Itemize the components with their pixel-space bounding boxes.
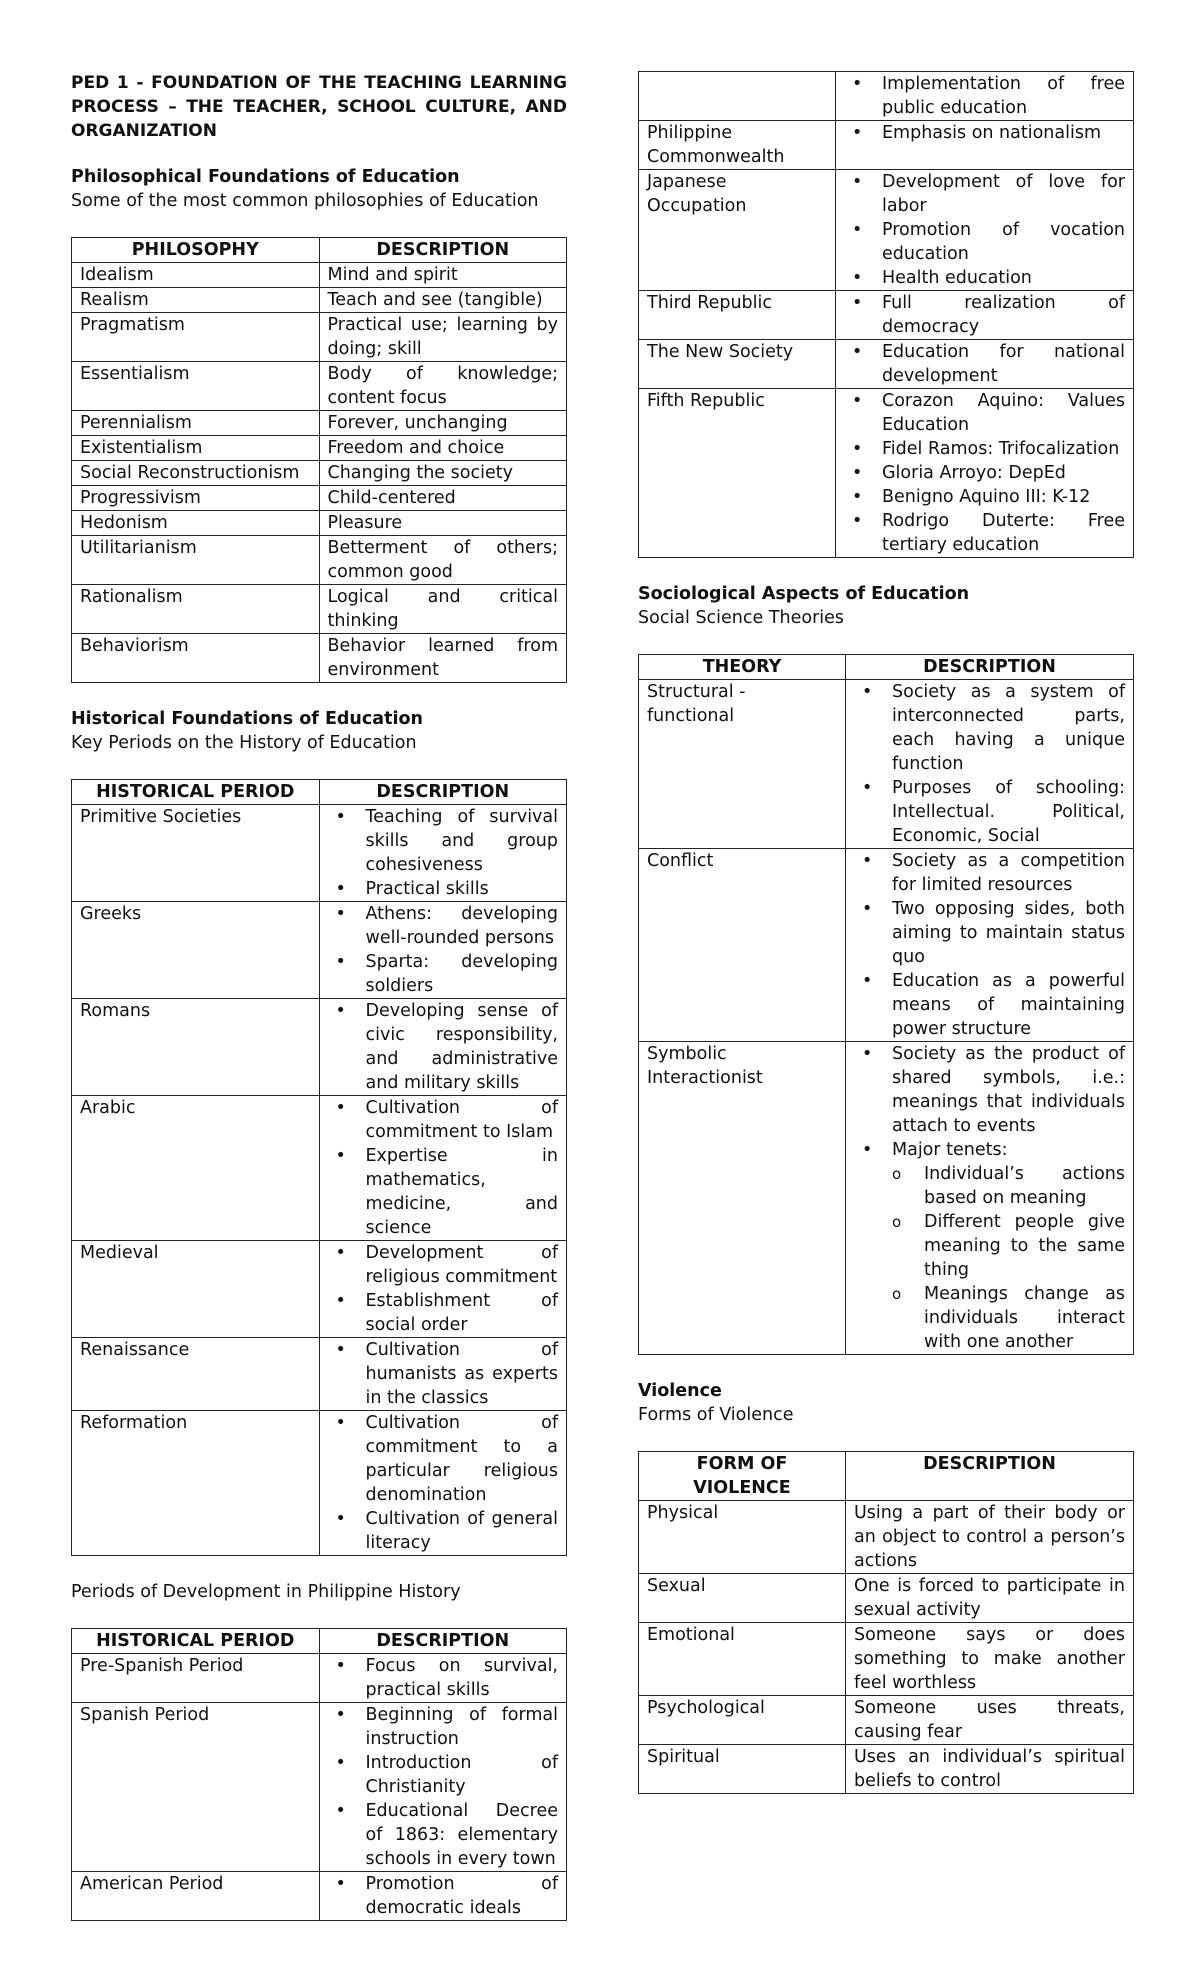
row-label: Reformation — [72, 1411, 320, 1556]
row-label: Behaviorism — [72, 634, 320, 683]
bullet-list — [844, 170, 1125, 290]
table-row — [72, 1654, 567, 1703]
row-label: Arabic — [72, 1096, 320, 1241]
row-label: Progressivism — [72, 486, 320, 511]
list-item: • Focus on survival, practical skills — [366, 1654, 559, 1702]
table-header: FORM OF VIOLENCE — [639, 1452, 846, 1501]
table-row — [639, 1574, 1134, 1623]
list-item: • Development of love for labor — [882, 170, 1125, 218]
table-header: DESCRIPTION — [319, 780, 567, 805]
row-description — [836, 291, 1134, 340]
row-description — [836, 121, 1134, 170]
table-row — [639, 1745, 1134, 1794]
sub-list-item: o Different people give meaning to the same thing — [924, 1210, 1125, 1282]
row-label: American Period — [72, 1872, 320, 1921]
row-label: Greeks — [72, 902, 320, 999]
table-row — [72, 1338, 567, 1411]
row-description — [319, 1241, 567, 1338]
row-label: Pre-Spanish Period — [72, 1654, 320, 1703]
historical-subheading: Key Periods on the History of Education — [71, 733, 417, 753]
table-row — [72, 634, 567, 683]
sociological-heading: Sociological Aspects of Education — [638, 584, 970, 604]
row-label: Perennialism — [72, 411, 320, 436]
list-item: • Rodrigo Duterte: Free tertiary education — [882, 509, 1125, 557]
bullet-list — [328, 1338, 559, 1410]
list-item: • Fidel Ramos: Trifocalization — [882, 437, 1125, 461]
row-label: Sexual — [639, 1574, 846, 1623]
row-description — [836, 72, 1134, 121]
list-item: • Cultivation of commitment to a particular religious denomination — [366, 1411, 559, 1507]
left-column — [71, 71, 567, 1921]
list-item: • Expertise in mathematics, medicine, and science — [366, 1144, 559, 1240]
table-header: HISTORICAL PERIOD — [72, 1629, 320, 1654]
table-row — [639, 1501, 1134, 1574]
bullet-list — [328, 1872, 559, 1920]
sub-list — [854, 1162, 1125, 1354]
row-description: Forever, unchanging — [319, 411, 567, 436]
historical-table — [71, 779, 567, 1556]
table-row — [639, 1042, 1134, 1355]
table-row — [72, 1411, 567, 1556]
sociological-subheading: Social Science Theories — [638, 608, 845, 628]
bullet-list — [328, 805, 559, 901]
table-row — [72, 288, 567, 313]
row-description: Freedom and choice — [319, 436, 567, 461]
violence-table — [638, 1451, 1134, 1794]
table-row — [639, 170, 1134, 291]
list-item: • Gloria Arroyo: DepEd — [882, 461, 1125, 485]
list-item: • Cultivation of general literacy — [366, 1507, 559, 1555]
bullet-list — [328, 1654, 559, 1702]
list-item: • Purposes of schooling: Intellectual. Political, Economic, Social — [892, 776, 1125, 848]
table-header: THEORY — [639, 655, 846, 680]
row-description — [846, 849, 1134, 1042]
row-label: Social Reconstructionism — [72, 461, 320, 486]
table-row — [639, 121, 1134, 170]
row-label: Spanish Period — [72, 1703, 320, 1872]
bullet-list — [328, 902, 559, 998]
list-item: • Promotion of vocation education — [882, 218, 1125, 266]
row-description: Practical use; learning by doing; skill — [319, 313, 567, 362]
philosophical-subheading: Some of the most common philosophies of Education — [71, 191, 539, 211]
row-label: The New Society — [639, 340, 836, 389]
bullet-list — [844, 340, 1125, 388]
row-description — [319, 1411, 567, 1556]
list-item: • Establishment of social order — [366, 1289, 559, 1337]
row-description — [319, 1872, 567, 1921]
row-description: Pleasure — [319, 511, 567, 536]
row-description — [836, 340, 1134, 389]
row-description — [319, 1338, 567, 1411]
table-header: PHILOSOPHY — [72, 238, 320, 263]
list-item: • Cultivation of humanists as experts in the classics — [366, 1338, 559, 1410]
bullet-list — [844, 389, 1125, 557]
bullet-list — [854, 849, 1125, 1041]
table-row — [72, 313, 567, 362]
row-description: Someone says or does something to make another feel worthless — [846, 1623, 1134, 1696]
list-item: • Implementation of free public education — [882, 72, 1125, 120]
list-item: • Developing sense of civic responsibility, and administrative and military skills — [366, 999, 559, 1095]
bullet-list — [328, 1703, 559, 1871]
row-description — [846, 680, 1134, 849]
table-row — [72, 1096, 567, 1241]
row-label: Hedonism — [72, 511, 320, 536]
list-item: • Education as a powerful means of maintaining power structure — [892, 969, 1125, 1041]
row-description — [319, 1703, 567, 1872]
table-row — [639, 680, 1134, 849]
list-item: • Health education — [882, 266, 1125, 290]
list-item: • Promotion of democratic ideals — [366, 1872, 559, 1920]
row-label: Idealism — [72, 263, 320, 288]
row-label: Third Republic — [639, 291, 836, 340]
document-title: PED 1 - FOUNDATION OF THE TEACHING LEARNING PROCESS – THE TEACHER, SCHOOL CULTURE, AND ORGANIZATION — [71, 73, 567, 141]
table-row — [639, 340, 1134, 389]
philippine-subheading: Periods of Development in Philippine History — [71, 1582, 461, 1602]
row-description: Logical and critical thinking — [319, 585, 567, 634]
list-item: • Major tenets: — [892, 1138, 1125, 1162]
table-row — [639, 1623, 1134, 1696]
table-row — [72, 805, 567, 902]
bullet-list — [328, 1411, 559, 1555]
list-item: • Athens: developing well-rounded persons — [366, 902, 559, 950]
row-description — [319, 902, 567, 999]
violence-subheading: Forms of Violence — [638, 1405, 794, 1425]
table-header: HISTORICAL PERIOD — [72, 780, 320, 805]
row-description — [846, 1042, 1134, 1355]
list-item: • Full realization of democracy — [882, 291, 1125, 339]
table-row — [639, 849, 1134, 1042]
theory-table — [638, 654, 1134, 1355]
table-row — [72, 263, 567, 288]
list-item: • Beginning of formal instruction — [366, 1703, 559, 1751]
row-label: Renaissance — [72, 1338, 320, 1411]
bullet-list — [328, 999, 559, 1095]
row-description: Behavior learned from environment — [319, 634, 567, 683]
row-label: Realism — [72, 288, 320, 313]
row-label: Pragmatism — [72, 313, 320, 362]
table-header: DESCRIPTION — [846, 655, 1134, 680]
row-label: Conflict — [639, 849, 846, 1042]
row-label: Rationalism — [72, 585, 320, 634]
row-description: Someone uses threats, causing fear — [846, 1696, 1134, 1745]
table-row — [639, 1696, 1134, 1745]
table-row — [72, 536, 567, 585]
philosophical-heading: Philosophical Foundations of Education — [71, 167, 460, 187]
table-row — [72, 486, 567, 511]
table-row — [72, 511, 567, 536]
row-description: Uses an individual’s spiritual beliefs to control — [846, 1745, 1134, 1794]
bullet-list — [844, 72, 1125, 120]
list-item: • Practical skills — [366, 877, 559, 901]
list-item: • Society as a system of interconnected parts, each having a unique function — [892, 680, 1125, 776]
row-description: Child-centered — [319, 486, 567, 511]
row-label: Utilitarianism — [72, 536, 320, 585]
list-item: • Teaching of survival skills and group cohesiveness — [366, 805, 559, 877]
row-label — [639, 72, 836, 121]
row-description: Body of knowledge; content focus — [319, 362, 567, 411]
bullet-list — [844, 291, 1125, 339]
row-label: Fifth Republic — [639, 389, 836, 558]
sub-list-item: o Individual’s actions based on meaning — [924, 1162, 1125, 1210]
list-item: • Educational Decree of 1863: elementary schools in every town — [366, 1799, 559, 1871]
row-label: Symbolic Interactionist — [639, 1042, 846, 1355]
list-item: • Benigno Aquino III: K-12 — [882, 485, 1125, 509]
violence-heading: Violence — [638, 1381, 722, 1401]
list-item: • Education for national development — [882, 340, 1125, 388]
philosophy-table — [71, 237, 567, 683]
bullet-list — [328, 1096, 559, 1240]
row-label: Spiritual — [639, 1745, 846, 1794]
row-description: Mind and spirit — [319, 263, 567, 288]
sub-list-item: o Meanings change as individuals interact with one another — [924, 1282, 1125, 1354]
row-description: Betterment of others; common good — [319, 536, 567, 585]
table-header: DESCRIPTION — [319, 1629, 567, 1654]
list-item: • Development of religious commitment — [366, 1241, 559, 1289]
row-label: Emotional — [639, 1623, 846, 1696]
row-label: Japanese Occupation — [639, 170, 836, 291]
row-label: Physical — [639, 1501, 846, 1574]
table-row — [639, 291, 1134, 340]
table-row — [72, 999, 567, 1096]
row-label: Structural - functional — [639, 680, 846, 849]
row-label: Romans — [72, 999, 320, 1096]
list-item: • Society as the product of shared symbols, i.e.: meanings that individuals attach to events — [892, 1042, 1125, 1138]
table-row — [72, 1703, 567, 1872]
row-label: Philippine Commonwealth — [639, 121, 836, 170]
row-label: Existentialism — [72, 436, 320, 461]
row-label: Essentialism — [72, 362, 320, 411]
table-row — [72, 362, 567, 411]
table-row — [639, 389, 1134, 558]
row-label: Primitive Societies — [72, 805, 320, 902]
philippine-table-right — [638, 71, 1134, 558]
list-item: • Two opposing sides, both aiming to maintain status quo — [892, 897, 1125, 969]
table-row — [72, 902, 567, 999]
row-description — [836, 389, 1134, 558]
row-description: Changing the society — [319, 461, 567, 486]
list-item: • Corazon Aquino: Values Education — [882, 389, 1125, 437]
table-row — [639, 72, 1134, 121]
row-description — [836, 170, 1134, 291]
row-description: Teach and see (tangible) — [319, 288, 567, 313]
bullet-list — [328, 1241, 559, 1337]
row-label: Psychological — [639, 1696, 846, 1745]
table-row — [72, 1241, 567, 1338]
list-item: • Emphasis on nationalism — [882, 121, 1125, 145]
table-row — [72, 436, 567, 461]
bullet-list — [844, 121, 1125, 145]
historical-heading: Historical Foundations of Education — [71, 709, 423, 729]
table-header: DESCRIPTION — [846, 1452, 1134, 1501]
row-description: Using a part of their body or an object to control a person’s actions — [846, 1501, 1134, 1574]
right-column — [638, 71, 1134, 1794]
row-description — [319, 1096, 567, 1241]
table-row — [72, 585, 567, 634]
list-item: • Society as a competition for limited resources — [892, 849, 1125, 897]
table-header: DESCRIPTION — [319, 238, 567, 263]
list-item: • Sparta: developing soldiers — [366, 950, 559, 998]
bullet-list — [854, 680, 1125, 848]
row-description: One is forced to participate in sexual activity — [846, 1574, 1134, 1623]
row-description — [319, 805, 567, 902]
bullet-list — [854, 1042, 1125, 1162]
table-row — [72, 461, 567, 486]
row-label: Medieval — [72, 1241, 320, 1338]
list-item: • Cultivation of commitment to Islam — [366, 1096, 559, 1144]
table-row — [72, 1872, 567, 1921]
row-description — [319, 1654, 567, 1703]
list-item: • Introduction of Christianity — [366, 1751, 559, 1799]
row-description — [319, 999, 567, 1096]
philippine-table-left — [71, 1628, 567, 1921]
table-row — [72, 411, 567, 436]
